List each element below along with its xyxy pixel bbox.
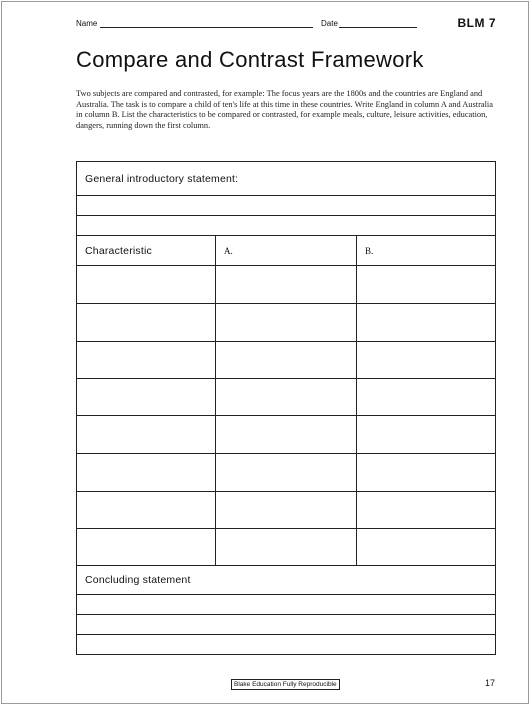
worksheet-page	[1, 1, 529, 704]
characteristic-cell[interactable]	[77, 342, 216, 379]
column-b-cell[interactable]	[357, 342, 496, 379]
intro-paragraph: Two subjects are compared and contrasted, for example: The focus years are the 1800s and the countries are England and Australia. The task is to compare a child of ten's life at this time in these countries. Write England in column A and Australia in column B. List the characteristics to be compared or contrasted, for example meals, culture, leisure activities, education, dangers, running down the first column.	[76, 89, 493, 130]
column-b-cell[interactable]	[357, 454, 496, 492]
column-a-cell[interactable]	[216, 492, 357, 529]
date-field-line[interactable]	[339, 27, 417, 28]
name-field-line[interactable]	[100, 27, 313, 28]
column-a-cell[interactable]	[216, 379, 357, 416]
intro-statement-line[interactable]	[77, 216, 496, 236]
header-bar	[76, 16, 496, 30]
concluding-statement-label: Concluding statement	[77, 566, 496, 595]
column-b-cell[interactable]	[357, 379, 496, 416]
characteristic-cell[interactable]	[77, 492, 216, 529]
column-a-cell[interactable]	[216, 454, 357, 492]
concluding-statement-line[interactable]	[77, 595, 496, 615]
column-a-cell[interactable]	[216, 416, 357, 454]
column-header-b: B.	[357, 236, 496, 266]
concluding-statement-line[interactable]	[77, 615, 496, 635]
characteristic-cell[interactable]	[77, 379, 216, 416]
publisher-badge: Blake Education Fully Reproducible	[231, 679, 340, 690]
date-label: Date	[321, 19, 338, 28]
intro-statement-label: General introductory statement:	[77, 162, 496, 196]
column-a-cell[interactable]	[216, 266, 357, 304]
column-b-cell[interactable]	[357, 266, 496, 304]
column-b-cell[interactable]	[357, 492, 496, 529]
column-header-characteristic: Characteristic	[77, 236, 216, 266]
name-label: Name	[76, 19, 98, 28]
characteristic-cell[interactable]	[77, 266, 216, 304]
column-a-cell[interactable]	[216, 304, 357, 342]
characteristic-cell[interactable]	[77, 304, 216, 342]
intro-statement-line[interactable]	[77, 196, 496, 216]
column-a-cell[interactable]	[216, 529, 357, 566]
characteristic-cell[interactable]	[77, 529, 216, 566]
page-number: 17	[485, 678, 496, 688]
column-header-a: A.	[216, 236, 357, 266]
column-b-cell[interactable]	[357, 304, 496, 342]
characteristic-cell[interactable]	[77, 416, 216, 454]
blm-code: BLM 7	[457, 16, 496, 30]
characteristic-cell[interactable]	[77, 454, 216, 492]
column-b-cell[interactable]	[357, 416, 496, 454]
framework-table	[76, 161, 496, 655]
column-b-cell[interactable]	[357, 529, 496, 566]
column-a-cell[interactable]	[216, 342, 357, 379]
page-title: Compare and Contrast Framework	[76, 47, 424, 72]
concluding-statement-line[interactable]	[77, 635, 496, 655]
